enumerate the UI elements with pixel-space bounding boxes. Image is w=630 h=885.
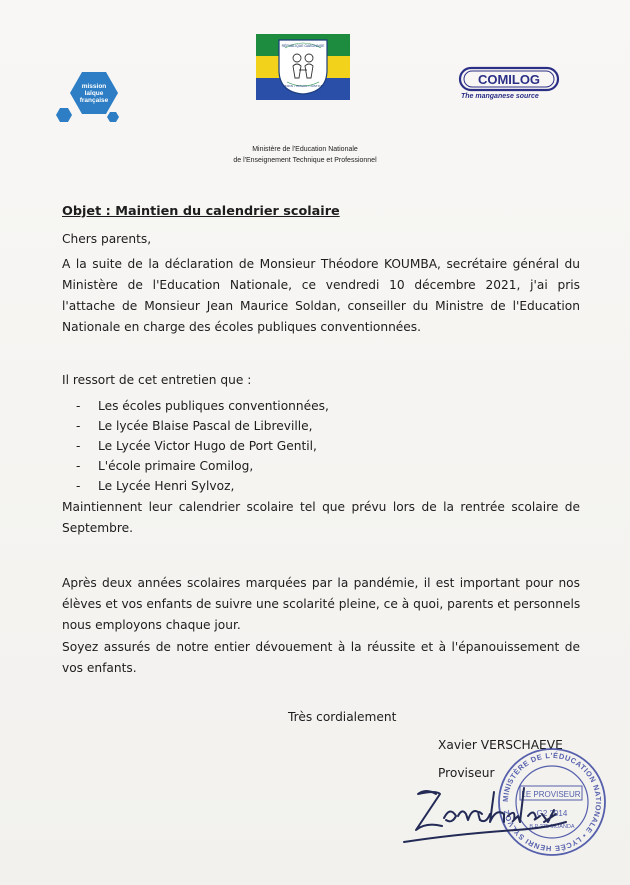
ministry-heading bbox=[200, 144, 410, 166]
comilog-logo bbox=[458, 66, 568, 106]
paragraph-5 bbox=[62, 637, 580, 679]
handwritten-signature-icon bbox=[396, 772, 576, 848]
list-item-text: L'école primaire Comilog, bbox=[98, 459, 254, 473]
comilog-wordmark-icon bbox=[458, 66, 562, 94]
list-item bbox=[76, 396, 329, 416]
paragraph-1-line: Ministère de l'Education Nationale, ce vendredi 10 décembre 2021, j'ai pris bbox=[62, 278, 580, 292]
bullet-marker: - bbox=[76, 479, 81, 493]
paragraph-5-line: vos enfants. bbox=[62, 661, 137, 675]
paragraph-3 bbox=[62, 497, 580, 539]
mission-laique-label: mission laïque française bbox=[79, 83, 109, 104]
gabon-flag-emblem bbox=[256, 34, 350, 100]
comilog-tagline: The manganese source bbox=[461, 93, 539, 100]
comilog-name: COMILOG bbox=[477, 72, 541, 87]
seal-bottom-text: UNION • TRAVAIL • JUSTICE bbox=[283, 84, 323, 88]
list-item-text: Le Lycée Henri Sylvoz, bbox=[98, 479, 235, 493]
stamp-code: G2 2014 bbox=[536, 809, 568, 818]
signer-role: Proviseur bbox=[438, 766, 495, 780]
ministry-line-2: de l'Enseignement Technique et Professionnel bbox=[233, 157, 377, 164]
bullet-marker: - bbox=[76, 399, 81, 413]
paragraph-2 bbox=[62, 370, 580, 391]
paragraph-5-line: Soyez assurés de notre entier dévouement à la réussite et à l'épanouissement de bbox=[62, 640, 580, 654]
letter-object: Objet : Maintien du calendrier scolaire bbox=[62, 204, 340, 219]
stamp-ring-text: MINISTÈRE DE L'ÉDUCATION NATIONALE • LYCÉE HENRI SYLVOZ bbox=[500, 750, 604, 854]
bullet-marker: - bbox=[76, 459, 81, 473]
list-item bbox=[76, 416, 329, 436]
paragraph-1 bbox=[62, 254, 580, 338]
paragraph-1-line: A la suite de la déclaration de Monsieur Théodore KOUMBA, secrétaire général du bbox=[62, 257, 580, 271]
paragraph-4-line: élèves et vos enfants de suivre une scolarité pleine, ce à quoi, parents et personnels bbox=[62, 597, 581, 611]
paragraph-1-line: l'attache de Monsieur Jean Maurice Soldan, conseiller du Ministre de l'Education bbox=[62, 299, 580, 313]
list-item bbox=[76, 476, 329, 496]
bullet-marker: - bbox=[76, 419, 81, 433]
schools-list bbox=[76, 396, 329, 496]
letter-greeting: Chers parents, bbox=[62, 232, 152, 246]
closing-line: Très cordialement bbox=[288, 710, 397, 724]
list-item bbox=[76, 436, 329, 456]
paragraph-2-line: Il ressort de cet entretien que : bbox=[62, 373, 252, 387]
ministry-line-1: Ministère de l'Education Nationale bbox=[252, 146, 358, 153]
paragraph-3-line: Septembre. bbox=[62, 521, 133, 535]
seal-top-text: RÉPUBLIQUE GABONAISE bbox=[281, 44, 325, 48]
list-item bbox=[76, 456, 329, 476]
list-item-text: Le lycée Blaise Pascal de Libreville, bbox=[98, 419, 313, 433]
gabon-coat-of-arms-icon bbox=[275, 36, 331, 96]
signer-name: Xavier VERSCHAEVE bbox=[438, 738, 563, 752]
paragraph-4 bbox=[62, 573, 580, 636]
mission-laique-logo bbox=[54, 70, 124, 126]
stamp-bp: B.P 275 MOANDA bbox=[529, 824, 575, 830]
stamp-title: LE PROVISEUR bbox=[521, 790, 581, 799]
paragraph-3-line: Maintiennent leur calendrier scolaire tel que prévu lors de la rentrée scolaire de bbox=[62, 500, 580, 514]
list-item-text: Le Lycée Victor Hugo de Port Gentil, bbox=[98, 439, 317, 453]
list-item-text: Les écoles publiques conventionnées, bbox=[98, 399, 329, 413]
paragraph-4-line: Après deux années scolaires marquées par la pandémie, il est important pour nos bbox=[62, 576, 580, 590]
bullet-marker: - bbox=[76, 439, 81, 453]
paragraph-1-line: Nationale en charge des écoles publiques conventionnées. bbox=[62, 320, 422, 334]
paragraph-4-line: nous employons chaque jour. bbox=[62, 618, 241, 632]
